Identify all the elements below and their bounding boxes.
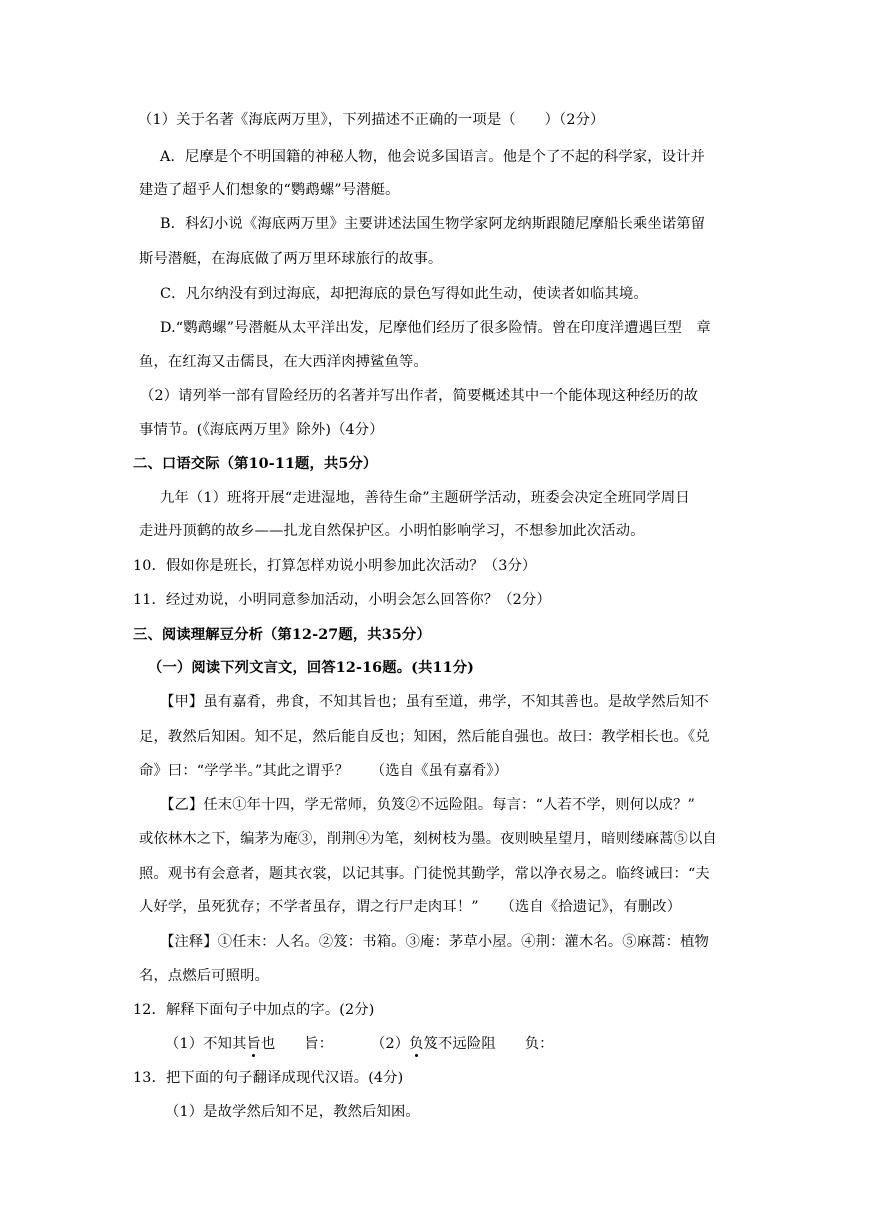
passage-yi-line-3: 照。观书有会意者，题其衣裳，以记其事。门徒悦其勤学，常以净衣易之。临终诫曰：“夫 <box>139 866 710 882</box>
q12-item-2-prefix: （2） <box>371 1036 410 1052</box>
question-1-stem: （1）关于名著《海底两万里》，下列描述不正确的一项是（ ）（2分） <box>138 112 605 128</box>
question-11: 11．经过劝说，小明同意参加活动，小明会怎么回答你？（2分） <box>133 592 551 608</box>
question-10: 10．假如你是班长，打算怎样劝说小明参加此次活动？（3分） <box>133 558 537 574</box>
q12-item-1-prefix: （1）不知其 <box>165 1036 247 1052</box>
option-c: C．凡尔纳没有到过海底，却把海底的景色写得如此生动，使读者如临其境。 <box>160 286 648 302</box>
question-13-item-1: （1）是故学然后知不足，教然后知困。 <box>165 1104 420 1120</box>
passage-yi-line-4: 人好学，虽死犹存；不学者虽存，谓之行尸走肉耳！” （选自《拾遗记》，有删改） <box>139 899 682 915</box>
option-b-line-1: B．科幻小说《海底两万里》主要讲述法国生物学家阿龙纳斯跟随尼摩船长乘坐诺第留 <box>160 216 706 232</box>
section-2-paragraph-line-2: 走进丹顶鹤的故乡——扎龙自然保护区。小明怕影响学习，不想参加此次活动。 <box>139 523 645 539</box>
question-12: 12．解释下面句子中加点的字。(2分) <box>133 1002 375 1018</box>
question-2-line-2: 事情节。(《海底两万里》除外)（4分） <box>139 422 384 438</box>
passage-jia-line-3: 命》曰：“学学半。”其此之谓乎？ （选自《虽有嘉肴》） <box>139 763 509 779</box>
question-13: 13．把下面的句子翻译成现代汉语。(4分) <box>133 1070 404 1086</box>
section-3-heading: 三、阅读理解豆分析（第12-27题，共35分） <box>133 627 431 643</box>
q12-item-1-suffix: 也 旨： <box>260 1036 334 1052</box>
dotted-char-zhi: 旨 <box>246 1036 261 1052</box>
question-12-item-2 <box>371 1034 554 1054</box>
question-12-item-1 <box>165 1034 333 1054</box>
passage-jia-line-2: 足，教然后知困。知不足，然后能自反也；知困，然后能自强也。故曰：教学相长也。《兑 <box>139 729 710 745</box>
option-d-line-2: 鱼，在红海又击儒艮，在大西洋肉搏鲨鱼等。 <box>139 354 428 370</box>
annotation-line-2: 名，点燃后可照明。 <box>139 968 270 984</box>
dotted-char-fu: 负 <box>409 1036 424 1052</box>
passage-jia-line-1: 【甲】虽有嘉肴，弗食，不知其旨也；虽有至道，弗学，不知其善也。是故学然后知不 <box>160 694 709 710</box>
passage-yi-line-1: 【乙】任末①年十四，学无常师，负笈②不远险阻。每言：“人若不学，则何以成？” <box>160 797 696 813</box>
annotation-line-1: 【注释】①任末：人名。②笈：书箱。③庵：茅草小屋。④荆：灌木名。⑤麻蒿：植物 <box>160 934 709 950</box>
option-a-line-2: 建造了超乎人们想象的“鹦鹉螺”号潜艇。 <box>139 182 400 198</box>
passage-yi-line-2: 或依林木之下，编茅为庵③，削荆④为笔，刻树枝为墨。夜则映星望月，暗则缕麻蒿⑤以自 <box>139 831 717 847</box>
section-3-subheading: （一）阅读下列文言文，回答12-16题。(共11分) <box>148 660 475 676</box>
option-d-line-1: D.“鹦鹉螺”号潜艇从太平洋出发，尼摩他们经历了很多险情。曾在印度洋遭遇巨型 章 <box>160 320 711 336</box>
option-a-line-1: A．尼摩是个不明国籍的神秘人物，他会说多国语言。他是个了不起的科学家，设计并 <box>160 149 706 165</box>
section-2-heading: 二、口语交际（第10-11题，共5分） <box>133 456 378 472</box>
option-b-line-2: 斯号潜艇，在海底做了两万里环球旅行的故事。 <box>139 251 443 267</box>
q12-item-2-suffix: 笈不远险阻 负： <box>423 1036 554 1052</box>
section-2-paragraph-line-1: 九年（1）班将开展“走进湿地，善待生命”主题研学活动，班委会决定全班同学周日 <box>160 490 690 506</box>
question-2-line-1: （2）请列举一部有冒险经历的名著并写出作者，简要概述其中一个能体现这种经历的故 <box>140 388 699 404</box>
